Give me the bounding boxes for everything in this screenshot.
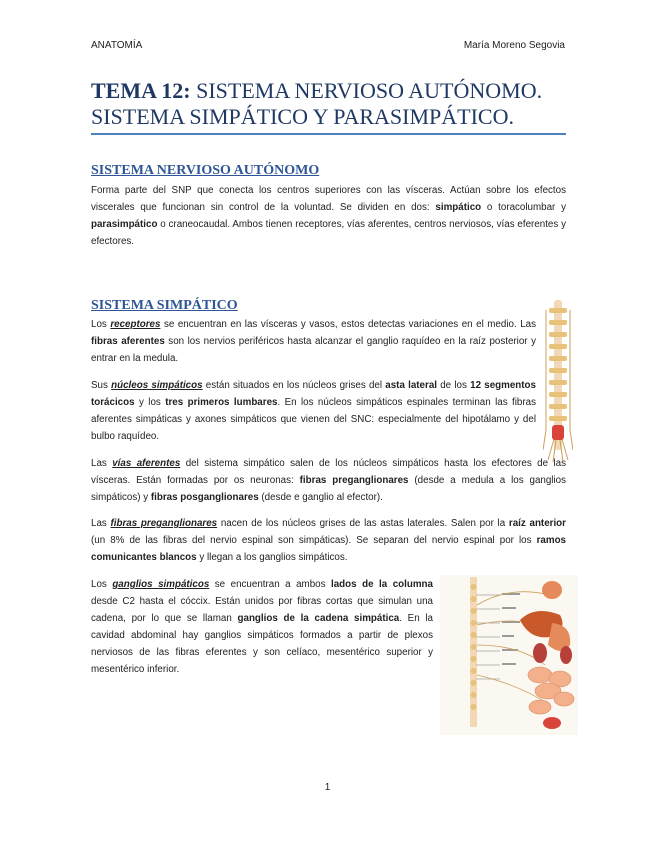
title-text: SISTEMA NERVIOSO AUTÓNOMO. SISTEMA SIMPÁTICO Y PARASIMPÁTICO. (91, 78, 543, 129)
paragraph-vias-aferentes: Las vías aferentes del sistema simpático salen de los núcleos simpáticos hasta los efectores de las vísceras. Están formadas por os neuronas: fibras preganglionares (desde a medula a los ganglios simpáticos) y fibras posganglionares (desde e ganglio al efector). (91, 458, 567, 503)
header-author: María Moreno Segovia (463, 40, 565, 51)
paragraph-fibras-preganglionares: Las fibras preganglionares nacen de los núcleos grises de las astas laterales. Salen por la raíz anterior (un 8% de las fibras del nervio espinal son simpáticas). Se separan del nervio espinal por los ramos comunicantes blancos y llegan a los ganglios simpáticos. (91, 518, 566, 563)
title-number: TEMA 12: (91, 78, 191, 103)
heading-sistema-simpatico: SISTEMA SIMPÁTICO (91, 298, 238, 313)
abdominal-organs-illustration (440, 575, 578, 735)
page-number: 1 (324, 782, 331, 793)
header-subject: ANATOMÍA (91, 40, 143, 51)
paragraph-nucleos: Sus núcleos simpáticos están situados en los núcleos grises del asta lateral de los 12 segmentos torácicos y los tres primeros lumbares. En los núcleos simpáticos espinales terminan las fibras aferentes simpáticas y axones simpáticos que vienen del SNC: especialmente del hipotálamo y del bulbo raquídeo. (91, 380, 536, 442)
spinal-cord-illustration (543, 300, 573, 465)
title-underline (91, 133, 566, 135)
paragraph-receptores: Los receptores se encuentran en las vísceras y vasos, estos detectas variaciones en el medio. Las fibras aferentes son los nervios periféricos hasta alcanzar el ganglio raquídeo en la raíz posterior y entrar en la medula. (91, 319, 536, 364)
paragraph-ganglios: Los ganglios simpáticos se encuentran a ambos lados de la columna desde C2 hasta el cóccix. Están unidos por fibras cortas que simulan una cadena, por lo que se llaman ganglios de la cadena simpática. En la cavidad abdominal hay ganglios simpáticos formados a partir de plexos nerviosos de las fibras eferentes y son celíaco, mesentérico superior y mesentérico inferior. (91, 579, 433, 675)
page-title (91, 78, 571, 130)
paragraph-sna-intro: Forma parte del SNP que conecta los centros superiores con las vísceras. Actúan sobre los efectos viscerales que funcionan sin control de la voluntad. Se dividen en dos: simpático o toracolumbar y parasimpático o craneocaudal. Ambos tienen receptores, vías aferentes, centros nerviosos, vías eferentes y efectores. (91, 185, 566, 247)
heading-sistema-nervioso-autonomo: SISTEMA NERVIOSO AUTÓNOMO (91, 163, 320, 178)
